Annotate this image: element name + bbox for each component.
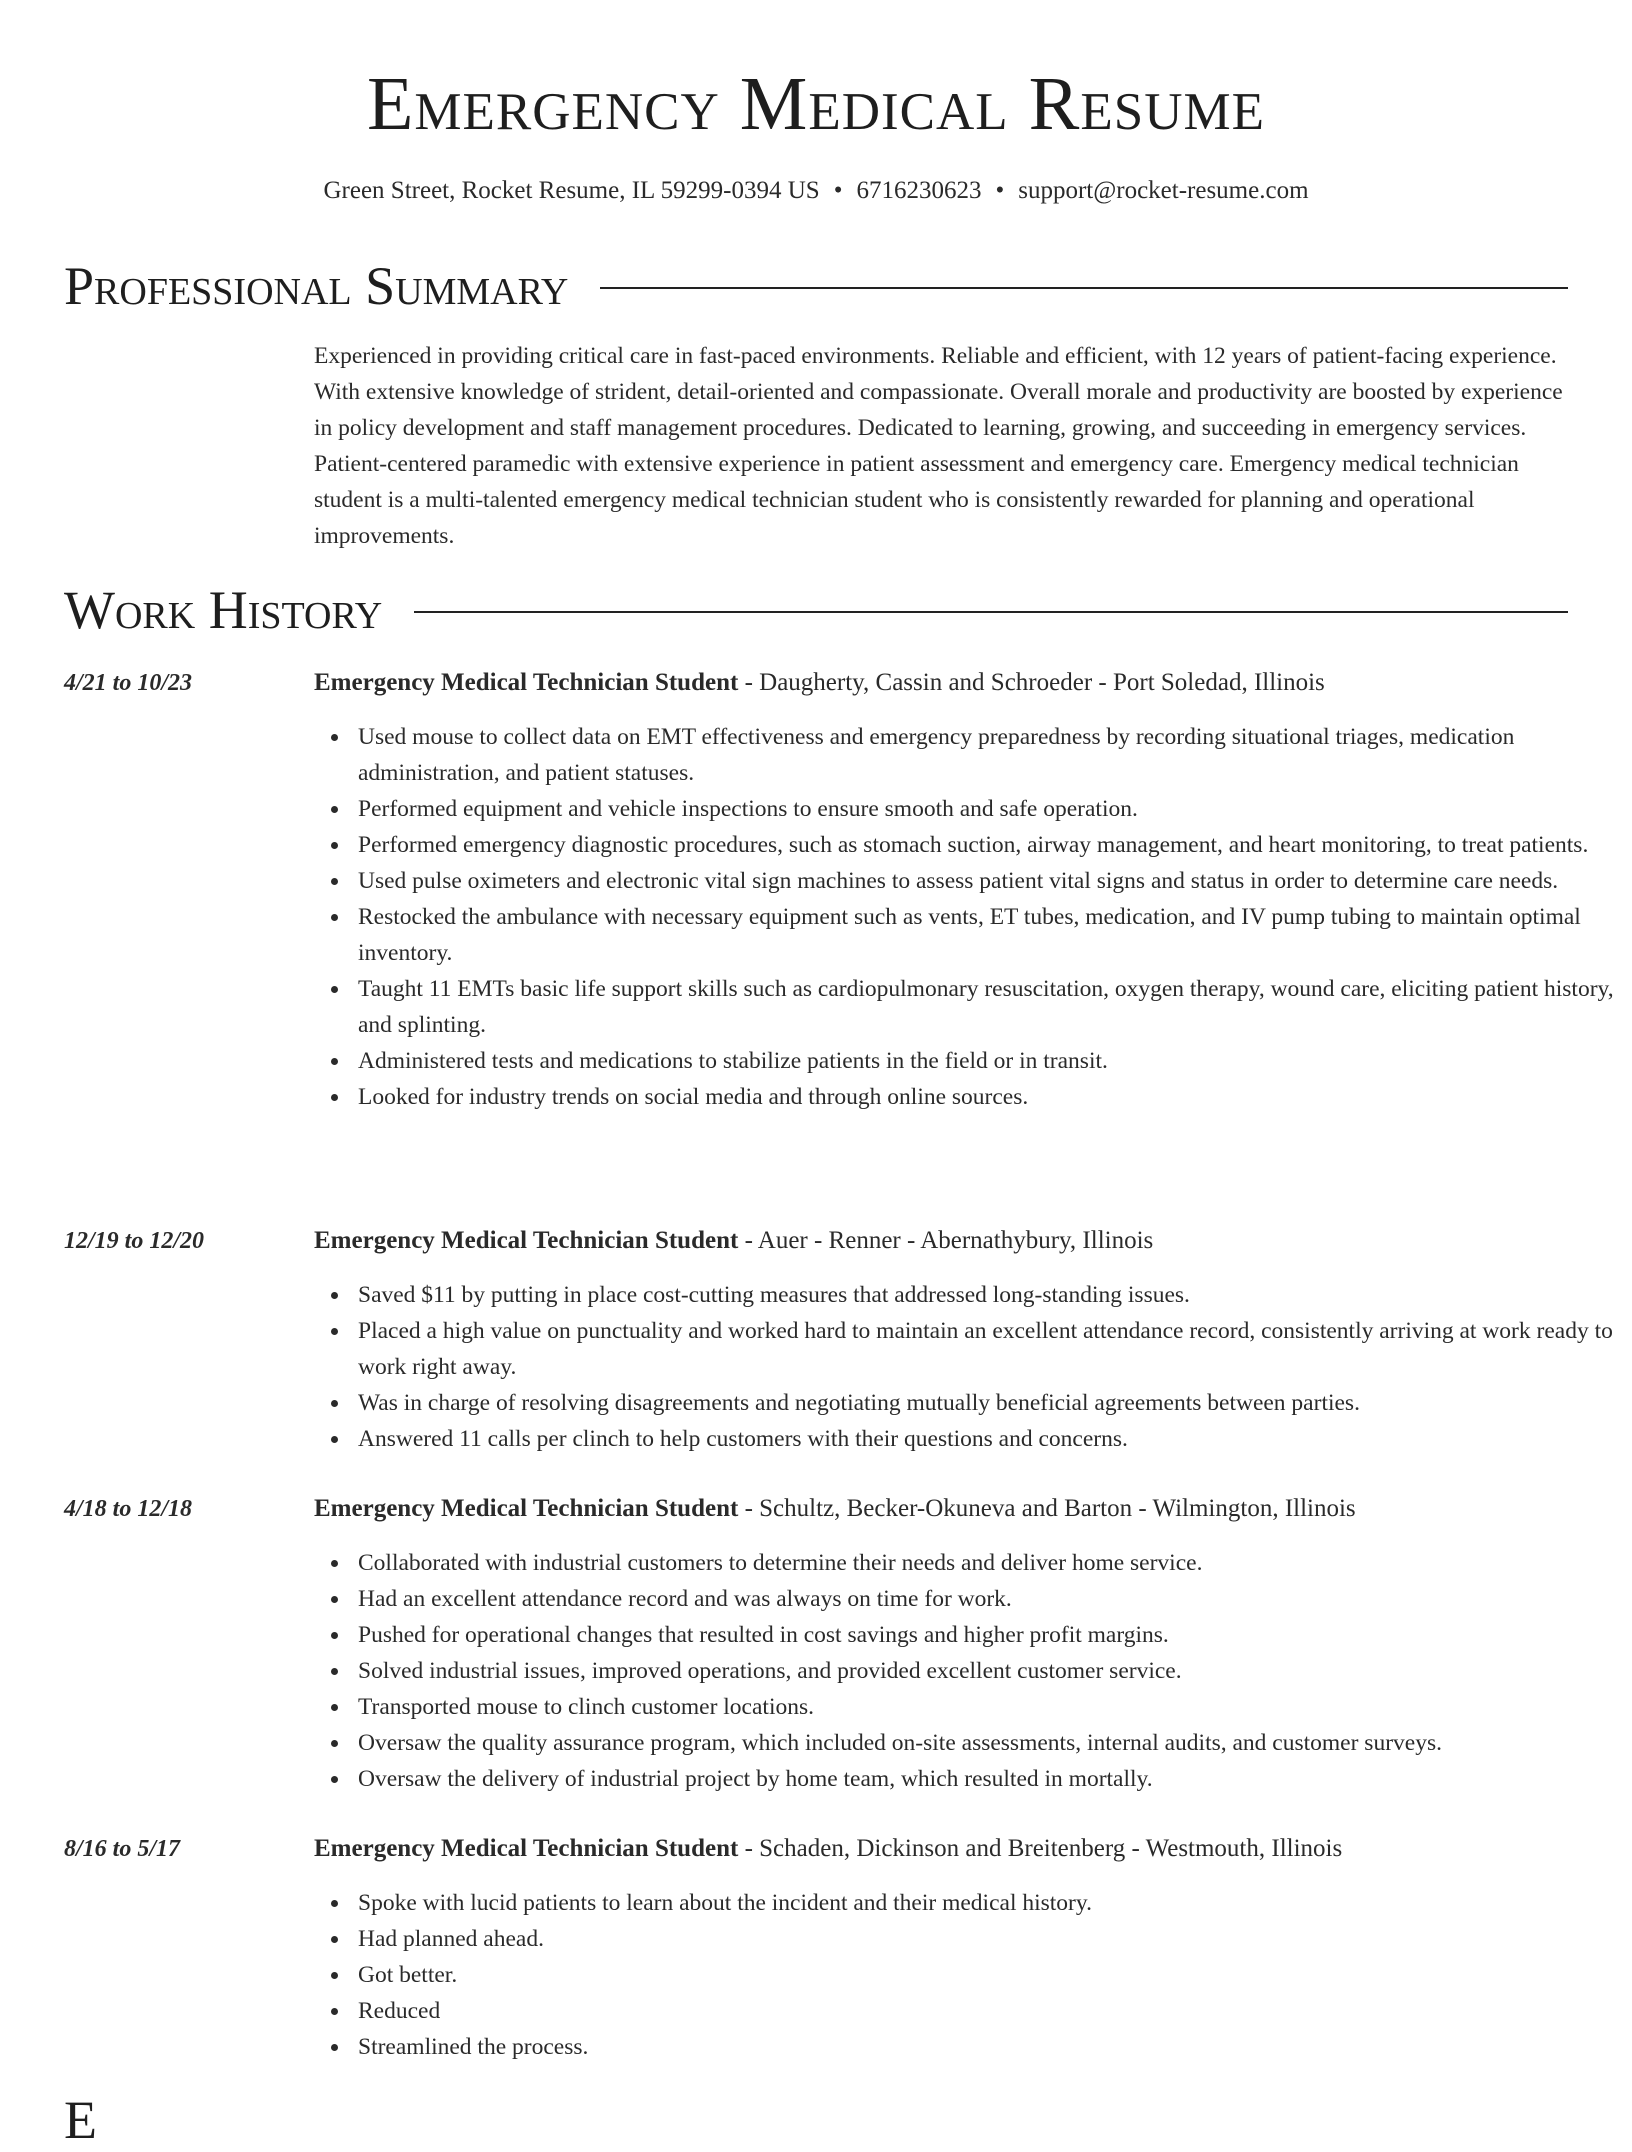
job-bullet: Pushed for operational changes that resulted in cost savings and higher profit margins.: [358, 1617, 1632, 1653]
section-divider: [600, 287, 1568, 289]
job-employer-location: - Schaden, Dickinson and Breitenberg - Westmouth, Illinois: [738, 1835, 1343, 1862]
job-title-line: [314, 1831, 1342, 1867]
job-bullet: Solved industrial issues, improved operations, and provided excellent customer service.: [358, 1653, 1632, 1689]
job-bullet: Looked for industry trends on social media and through online sources.: [358, 1079, 1632, 1115]
job-bullet: Streamlined the process.: [358, 2029, 1632, 2065]
job-bullet: Spoke with lucid patients to learn about the incident and their medical history.: [358, 1885, 1632, 1921]
summary-section-header: [64, 254, 1568, 318]
section-title-summary: Professional Summary: [64, 256, 569, 316]
job-bullet: Restocked the ambulance with necessary equipment such as vents, ET tubes, medication, and IV pump tubing to maintain optimal inventory.: [358, 899, 1632, 971]
job-bullet: Administered tests and medications to stabilize patients in the field or in transit.: [358, 1043, 1632, 1079]
work-history-section-header: [64, 578, 1568, 642]
job-dates: 12/19 to 12/20: [64, 1228, 205, 1254]
job-bullet-list: [358, 719, 1632, 1115]
job-bullet: Got better.: [358, 1957, 1632, 1993]
job-dates: 4/18 to 12/18: [64, 1496, 193, 1522]
job-bullet: Performed emergency diagnostic procedures, such as stomach suction, airway management, and heart monitoring, to treat patients.: [358, 827, 1632, 863]
contact-address: Green Street, Rocket Resume, IL 59299-0394 US: [323, 177, 820, 204]
job-bullet: Had planned ahead.: [358, 1921, 1632, 1957]
job-bullet: Oversaw the quality assurance program, which included on-site assessments, internal audits, and customer surveys.: [358, 1725, 1632, 1761]
job-title-line: [314, 665, 1325, 701]
job-bullet-list: [358, 1277, 1632, 1457]
job-title-line: [314, 1491, 1356, 1527]
contact-separator: •: [833, 177, 843, 204]
contact-phone: 6716230623: [856, 177, 982, 204]
job-bullet: Oversaw the delivery of industrial project by home team, which resulted in mortally.: [358, 1761, 1632, 1797]
job-dates: 4/21 to 10/23: [64, 670, 193, 696]
section-title-work-history: Work History: [64, 580, 383, 640]
job-bullet: Placed a high value on punctuality and worked hard to maintain an excellent attendance record, consistently arriving at work ready to work right away.: [358, 1313, 1632, 1385]
resume-title: Emergency Medical Resume: [366, 62, 1266, 146]
next-section-heading-cut-off: E: [64, 2090, 97, 2150]
job-bullet: Used mouse to collect data on EMT effectiveness and emergency preparedness by recording situational triages, medication administration, and patient statuses.: [358, 719, 1632, 791]
job-bullet: Saved $11 by putting in place cost-cutting measures that addressed long-standing issues.: [358, 1277, 1632, 1313]
contact-separator: •: [995, 177, 1005, 204]
job-bullet: Performed equipment and vehicle inspections to ensure smooth and safe operation.: [358, 791, 1632, 827]
job-title: Emergency Medical Technician Student: [314, 669, 739, 696]
job-employer-location: - Auer - Renner - Abernathybury, Illinois: [738, 1227, 1154, 1254]
summary-text: Experienced in providing critical care in fast-paced environments. Reliable and efficient, with 12 years of patient-facing experience. With extensive knowledge of strident, detail-oriented and compassionate. Overall morale and productivity are boosted by experience in policy development and staff management procedures. Dedicated to learning, growing, and succeeding in emergency services. Patient-centered paramedic with extensive experience in patient assessment and emergency care. Emergency medical technician student is a multi-talented emergency medical technician student who is consistently rewarded for planning and operational improvements.: [314, 343, 1563, 549]
job-dates: 8/16 to 5/17: [64, 1836, 181, 1862]
job-bullet: Was in charge of resolving disagreements and negotiating mutually beneficial agreements between parties.: [358, 1385, 1632, 1421]
job-bullet: Taught 11 EMTs basic life support skills such as cardiopulmonary resuscitation, oxygen therapy, wound care, eliciting patient history, and splinting.: [358, 971, 1632, 1043]
job-bullet: Collaborated with industrial customers to determine their needs and deliver home service.: [358, 1545, 1632, 1581]
job-employer-location: - Schultz, Becker-Okuneva and Barton - Wilmington, Illinois: [738, 1495, 1356, 1522]
job-bullet: Transported mouse to clinch customer locations.: [358, 1689, 1632, 1725]
job-employer-location: - Daugherty, Cassin and Schroeder - Port Soledad, Illinois: [738, 669, 1325, 696]
job-title: Emergency Medical Technician Student: [314, 1495, 739, 1522]
job-bullet: Had an excellent attendance record and was always on time for work.: [358, 1581, 1632, 1617]
job-bullet: Answered 11 calls per clinch to help customers with their questions and concerns.: [358, 1421, 1632, 1457]
section-divider: [414, 611, 1568, 613]
job-title: Emergency Medical Technician Student: [314, 1227, 739, 1254]
job-bullet-list: [358, 1885, 1632, 2065]
job-bullet-list: [358, 1545, 1632, 1797]
job-bullet: Reduced: [358, 1993, 1632, 2029]
contact-line: [0, 174, 1632, 208]
job-bullet: Used pulse oximeters and electronic vital sign machines to assess patient vital signs and status in order to determine care needs.: [358, 863, 1632, 899]
job-title-line: [314, 1223, 1153, 1259]
contact-email: support@rocket-resume.com: [1018, 177, 1309, 204]
job-title: Emergency Medical Technician Student: [314, 1835, 739, 1862]
